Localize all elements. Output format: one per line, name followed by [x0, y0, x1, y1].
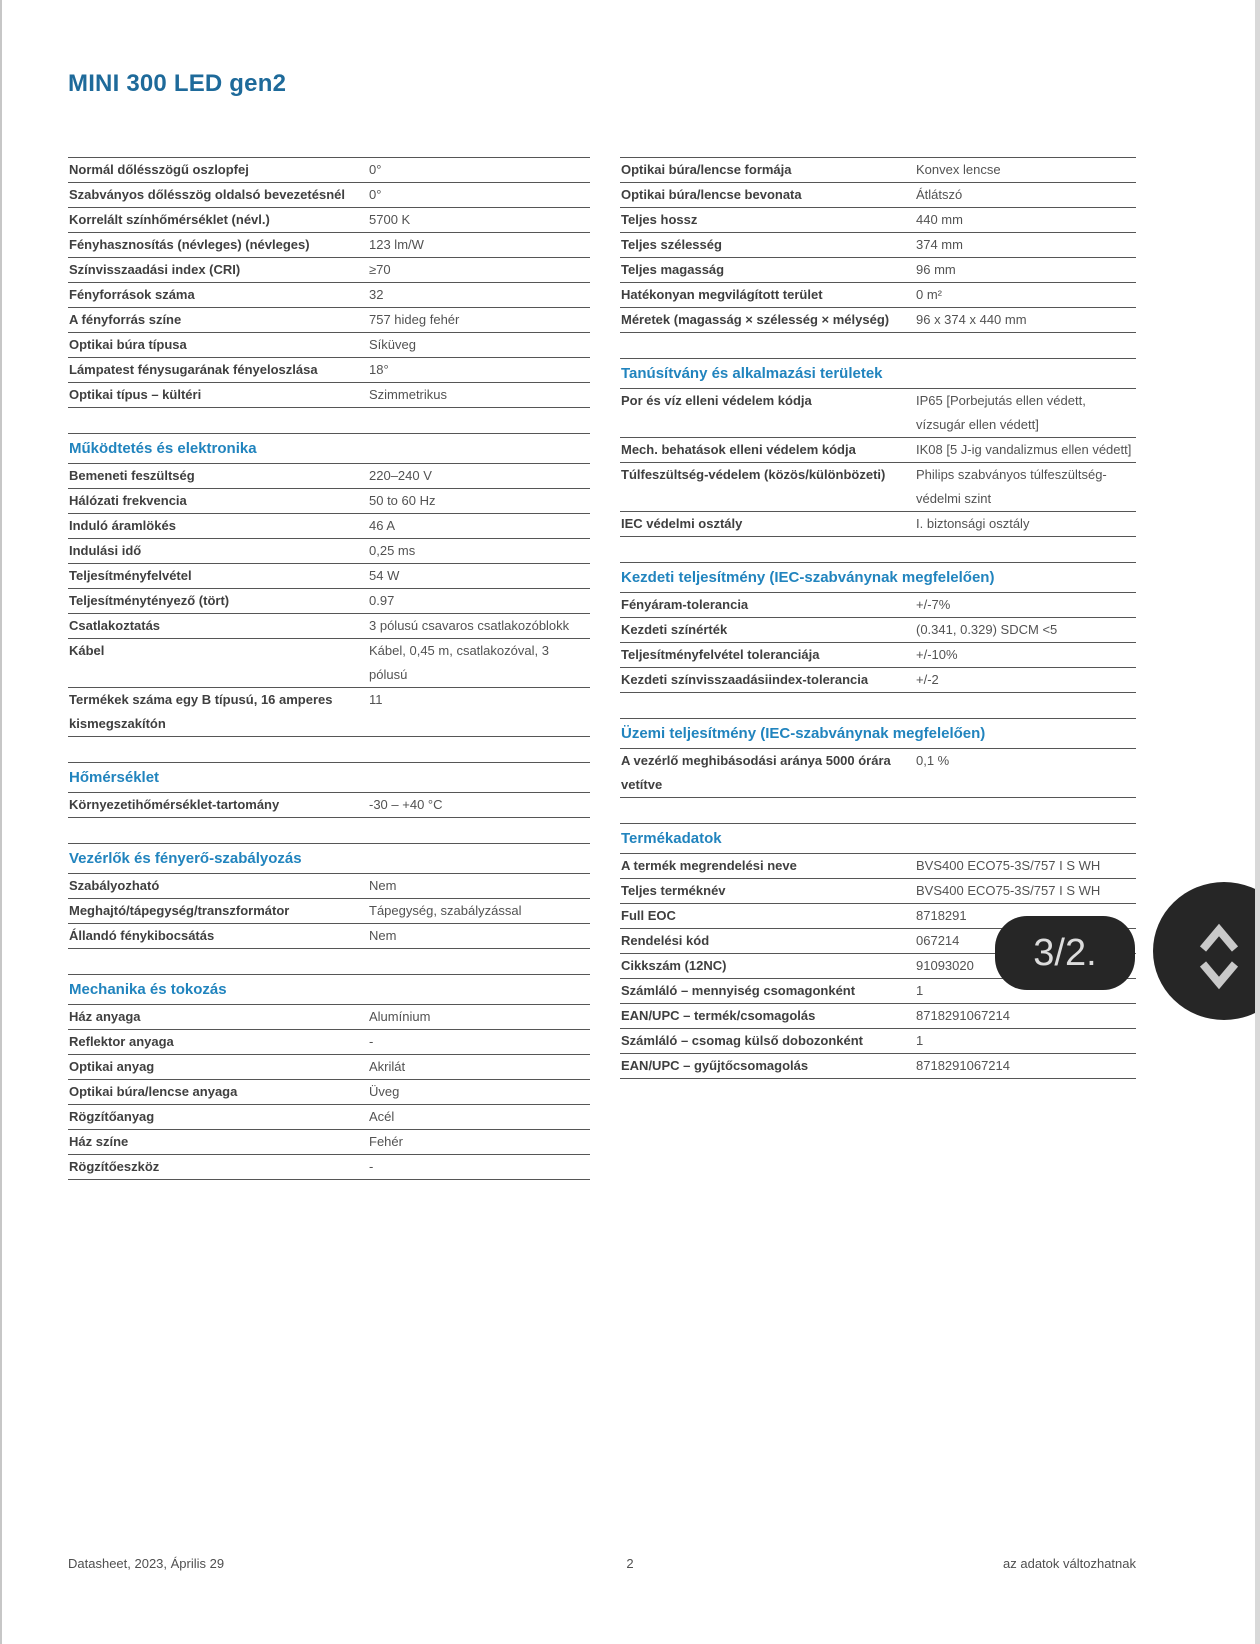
spec-label: Optikai búra típusa [69, 337, 187, 352]
spec-value: 8718291067214 [916, 1008, 1010, 1023]
spec-value: 0.97 [369, 593, 395, 608]
spec-row [68, 464, 590, 489]
spec-row [620, 512, 1136, 537]
spec-label: Rendelési kód [621, 933, 710, 948]
spec-section [68, 974, 590, 1180]
section-header: Vezérlők és fényerő-szabályozás [68, 844, 590, 874]
spec-row [68, 308, 590, 333]
chevron-up-icon[interactable] [1203, 930, 1235, 949]
section-header: Termékadatok [620, 824, 1136, 854]
spec-row [620, 668, 1136, 693]
footer-datasheet-date: Datasheet, 2023, Április 29 [68, 1556, 225, 1571]
spec-value: 5700 K [369, 212, 411, 227]
spec-value: 067214 [916, 933, 960, 948]
spec-label: Ház anyaga [69, 1009, 141, 1024]
spec-label: Cikkszám (12NC) [621, 958, 727, 973]
spec-label: Optikai anyag [69, 1059, 155, 1074]
spec-label: Környezetihőmérséklet-tartomány [69, 797, 280, 812]
spec-row [68, 1030, 590, 1055]
spec-value: 0,25 ms [369, 543, 416, 558]
spec-value: (0.341, 0.329) SDCM <5 [916, 622, 1058, 637]
spec-value: Acél [369, 1109, 395, 1124]
chevron-down-icon[interactable] [1203, 964, 1235, 983]
spec-section [68, 762, 590, 818]
spec-value: 8718291 [916, 908, 967, 923]
spec-value: - [369, 1159, 374, 1174]
spec-row [68, 383, 590, 408]
spec-section [68, 843, 590, 949]
spec-label: Fényáram-tolerancia [621, 597, 749, 612]
spec-row [68, 258, 590, 283]
spec-value: 96 mm [916, 262, 956, 277]
spec-row [620, 438, 1136, 463]
spec-row [68, 358, 590, 383]
spec-row [68, 899, 590, 924]
spec-label: Reflektor anyaga [69, 1034, 174, 1049]
spec-row [68, 489, 590, 514]
spec-row [620, 854, 1136, 879]
spec-row [68, 539, 590, 564]
spec-label: Hálózati frekvencia [69, 493, 187, 508]
spec-row [68, 283, 590, 308]
spec-section [620, 358, 1136, 537]
spec-value: 8718291067214 [916, 1058, 1010, 1073]
spec-row [68, 1055, 590, 1080]
spec-section [620, 562, 1136, 693]
spec-label: Termékek száma egy B típusú, 16 amperes kismegszakítón [69, 692, 333, 731]
spec-value: -30 – +40 °C [369, 797, 443, 812]
page-indicator-badge [995, 916, 1135, 990]
spec-label: Színvisszaadási index (CRI) [69, 262, 241, 277]
spec-value: +/-7% [916, 597, 951, 612]
spec-label: Teljesítménytényező (tört) [69, 593, 230, 608]
footer-disclaimer: az adatok változhatnak [1003, 1556, 1136, 1571]
spec-row [68, 158, 590, 183]
spec-label: Indulási idő [69, 543, 142, 558]
page-indicator-label: 3/2. [1033, 931, 1097, 974]
spec-row [620, 308, 1136, 333]
page-right-edge [1255, 0, 1260, 1644]
spec-value: 374 mm [916, 237, 963, 252]
spec-row [620, 618, 1136, 643]
spec-label: Rögzítőanyag [69, 1109, 155, 1124]
spec-value: 0,1 % [916, 753, 950, 768]
spec-value: IK08 [5 J-ig vandalizmus ellen védett] [916, 442, 1132, 457]
spec-value: 50 to 60 Hz [369, 493, 436, 508]
spec-row [68, 924, 590, 949]
spec-label: Számláló – csomag külső dobozonként [621, 1033, 863, 1048]
spec-value: 32 [369, 287, 384, 302]
spec-value: 1 [916, 1033, 924, 1048]
spec-value: 46 A [369, 518, 396, 533]
spec-label: Mech. behatások elleni védelem kódja [621, 442, 856, 457]
spec-value: +/-10% [916, 647, 958, 662]
section-header: Hőmérséklet [68, 763, 590, 793]
footer-page-number: 2 [626, 1556, 634, 1571]
spec-value: Szimmetrikus [369, 387, 448, 402]
spec-label: Optikai búra/lencse bevonata [621, 187, 802, 202]
spec-value: 54 W [369, 568, 400, 583]
spec-value: 91093020 [916, 958, 974, 973]
spec-row [68, 874, 590, 899]
spec-label: Por és víz elleni védelem kódja [621, 393, 812, 408]
spec-value: 0 m² [916, 287, 942, 302]
spec-label: Ház színe [69, 1134, 129, 1149]
spec-label: Teljes hossz [621, 212, 698, 227]
spec-value: 440 mm [916, 212, 963, 227]
spec-row [620, 749, 1136, 798]
spec-section [620, 157, 1136, 333]
section-header: Mechanika és tokozás [68, 975, 590, 1005]
spec-label: Rögzítőeszköz [69, 1159, 160, 1174]
spec-value: 1 [916, 983, 924, 998]
spec-value: Kábel, 0,45 m, csatlakozóval, 3 pólusú [369, 643, 549, 682]
page-title: MINI 300 LED gen2 [68, 70, 287, 97]
spec-label: Kezdeti színvisszaadásiindex-tolerancia [621, 672, 869, 687]
spec-row [68, 208, 590, 233]
spec-label: Optikai búra/lencse formája [621, 162, 792, 177]
spec-label: Túlfeszültség-védelem (közös/különbözeti) [621, 467, 886, 482]
spec-row [68, 589, 590, 614]
spec-column-left [68, 157, 590, 1205]
spec-row [68, 233, 590, 258]
spec-label: Hatékonyan megvilágított terület [621, 287, 823, 302]
spec-value: 11 [369, 692, 383, 707]
spec-label: Normál dőlésszögű oszlopfej [69, 162, 249, 177]
spec-label: EAN/UPC – termék/csomagolás [621, 1008, 816, 1023]
spec-section [620, 718, 1136, 798]
spec-row [68, 639, 590, 688]
spec-label: A fényforrás színe [69, 312, 182, 327]
spec-row [68, 1130, 590, 1155]
spec-row [68, 564, 590, 589]
spec-row [68, 183, 590, 208]
spec-value: Konvex lencse [916, 162, 1001, 177]
spec-value: Átlátszó [916, 187, 963, 202]
spec-label: Fényhasznosítás (névleges) (névleges) [69, 237, 310, 252]
spec-value: - [369, 1034, 374, 1049]
spec-row [68, 1105, 590, 1130]
spec-value: Nem [369, 928, 397, 943]
spec-row [620, 1029, 1136, 1054]
spec-row [620, 643, 1136, 668]
spec-value: +/-2 [916, 672, 939, 687]
spec-row [620, 233, 1136, 258]
spec-label: Fényforrások száma [69, 287, 195, 302]
spec-row [68, 688, 590, 737]
spec-value: I. biztonsági osztály [916, 516, 1030, 531]
spec-row [68, 1155, 590, 1180]
spec-value: 0° [369, 187, 382, 202]
spec-value: BVS400 ECO75-3S/757 I S WH [916, 883, 1101, 898]
spec-label: A termék megrendelési neve [621, 858, 797, 873]
spec-label: Kezdeti színérték [621, 622, 728, 637]
spec-label: Teljesítményfelvétel [69, 568, 192, 583]
spec-value: 0° [369, 162, 382, 177]
spec-value: 96 x 374 x 440 mm [916, 312, 1027, 327]
spec-row [68, 333, 590, 358]
spec-row [620, 1054, 1136, 1079]
spec-label: Szabványos dőlésszög oldalsó bevezetésnél [69, 187, 345, 202]
spec-row [620, 258, 1136, 283]
spec-row [620, 283, 1136, 308]
scroll-widget[interactable] [1153, 882, 1260, 1020]
section-header: Üzemi teljesítmény (IEC-szabványnak megfelelően) [620, 719, 1136, 749]
spec-row [620, 593, 1136, 618]
spec-value: 18° [369, 362, 389, 377]
spec-label: IEC védelmi osztály [621, 516, 743, 531]
spec-label: Teljes szélesség [621, 237, 722, 252]
spec-label: Optikai búra/lencse anyaga [69, 1084, 238, 1099]
spec-label: Méretek (magasság × szélesség × mélység) [621, 312, 890, 327]
spec-value: Üveg [369, 1084, 400, 1099]
section-header: Működtetés és elektronika [68, 434, 590, 464]
spec-label: Full EOC [621, 908, 676, 923]
spec-label: EAN/UPC – gyűjtőcsomagolás [621, 1058, 809, 1073]
spec-value: Akrilát [369, 1059, 406, 1074]
spec-label: Bemeneti feszültség [69, 468, 195, 483]
spec-label: Induló áramlökés [69, 518, 176, 533]
spec-label: Teljesítményfelvétel toleranciája [621, 647, 820, 662]
page-left-edge [0, 0, 2, 1644]
spec-row [620, 879, 1136, 904]
spec-value: Síküveg [369, 337, 416, 352]
spec-label: Csatlakoztatás [69, 618, 161, 633]
spec-row [620, 208, 1136, 233]
spec-row [68, 1080, 590, 1105]
spec-label: Kábel [69, 643, 105, 658]
spec-label: Teljes magasság [621, 262, 725, 277]
spec-value: 3 pólusú csavaros csatlakozóblokk [369, 618, 570, 633]
section-header: Kezdeti teljesítmény (IEC-szabványnak megfelelően) [620, 563, 1136, 593]
spec-label: Meghajtó/tápegység/transzformátor [69, 903, 290, 918]
spec-value: Fehér [369, 1134, 403, 1149]
spec-row [620, 1004, 1136, 1029]
section-header: Tanúsítvány és alkalmazási területek [620, 359, 1136, 389]
spec-row [68, 614, 590, 639]
spec-row [620, 463, 1136, 512]
spec-label: Állandó fénykibocsátás [69, 928, 215, 943]
spec-label: Teljes terméknév [621, 883, 726, 898]
spec-value: Philips szabványos túlfeszültség-védelmi szint [916, 467, 1107, 506]
spec-row [620, 389, 1136, 438]
spec-value: 123 lm/W [369, 237, 424, 252]
spec-row [620, 158, 1136, 183]
spec-row [68, 793, 590, 818]
spec-label: A vezérlő meghibásodási aránya 5000 órára vetítve [621, 753, 891, 792]
spec-label: Optikai típus – kültéri [69, 387, 202, 402]
spec-row [68, 1005, 590, 1030]
spec-value: Alumínium [369, 1009, 431, 1024]
spec-label: Szabályozható [69, 878, 160, 893]
spec-value: 220–240 V [369, 468, 432, 483]
spec-row [68, 514, 590, 539]
spec-value: Nem [369, 878, 397, 893]
spec-value: ≥70 [369, 262, 391, 277]
spec-label: Korrelált színhőmérséklet (névl.) [69, 212, 270, 227]
spec-section [68, 433, 590, 737]
spec-value: BVS400 ECO75-3S/757 I S WH [916, 858, 1101, 873]
spec-label: Lámpatest fénysugarának fényeloszlása [69, 362, 318, 377]
spec-value: 757 hideg fehér [369, 312, 460, 327]
spec-label: Számláló – mennyiség csomagonként [621, 983, 856, 998]
spec-value: IP65 [Porbejutás ellen védett, vízsugár ellen védett] [916, 393, 1086, 432]
spec-section [68, 157, 590, 408]
spec-row [620, 183, 1136, 208]
spec-value: Tápegység, szabályzással [369, 903, 522, 918]
